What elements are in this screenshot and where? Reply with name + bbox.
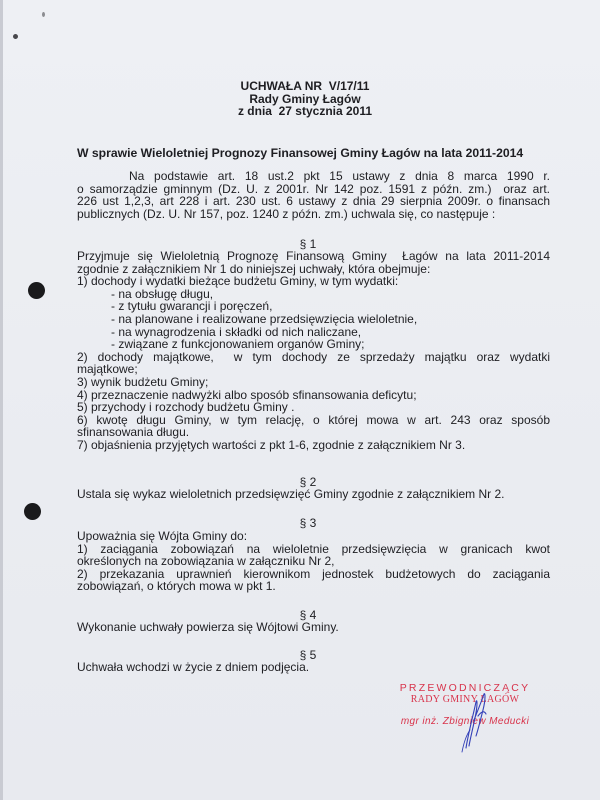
scan-edge: [0, 0, 3, 800]
sub-list-item: - związane z funkcjonowaniem organów Gminy;: [111, 337, 365, 352]
list-item: 1) zaciągania zobowiązań na wieloletnie przedsięwzięcia w granicach kwot: [77, 541, 550, 556]
signature-stroke: [466, 694, 486, 748]
list-item-continued: majątkowe;: [77, 362, 138, 377]
list-item: 7) objaśnienia przyjętych wartości z pkt 1-6, zgodnie z załącznikiem Nr 3.: [77, 437, 466, 452]
section-3-intro: Upoważnia się Wójta Gminy do:: [77, 529, 248, 543]
scan-speck: [42, 12, 45, 17]
list-item: 2) dochody majątkowe, w tym dochody ze sprzedaży majątku oraz wydatki: [77, 349, 550, 364]
handwritten-signature: [448, 690, 498, 760]
scan-speck: [12, 33, 19, 40]
stamp-organization: RADY GMINY ŁAGÓW: [410, 694, 520, 705]
stamp-title: PRZEWODNICZĄCY: [399, 682, 531, 694]
resolution-number: UCHWAŁA NR V/17/11: [240, 79, 370, 93]
section-5-mark: § 5: [299, 648, 317, 662]
resolution-header: [0, 80, 600, 118]
section-2-mark: § 2: [299, 475, 317, 489]
list-item: 6) kwotę długu Gminy, w tym relację, o której mowa w art. 243 oraz sposób: [77, 412, 550, 427]
section-1: [77, 250, 550, 452]
sub-list-item: - na wynagrodzenia i składki od nich naliczane,: [111, 324, 362, 339]
section-5-text: Uchwała wchodzi w życie z dniem podjęcia.: [77, 660, 310, 674]
section-3: [77, 530, 550, 593]
preamble-line: o samorządzie gminnym (Dz. U. z 2001r. Nr 142 poz. 1591 z późn. zm.) oraz art.: [77, 181, 550, 196]
preamble-line: Na podstawie art. 18 ust.2 pkt 15 ustawy z dnia 8 marca 1990 r.: [129, 169, 550, 183]
resolution-date: z dnia 27 stycznia 2011: [237, 104, 373, 118]
sub-list-item: - na planowane i realizowane przedsięwzięcia wieloletnie,: [111, 311, 418, 326]
list-item: 2) przekazania uprawnień kierownikom jednostek budżetowych do zaciągania: [77, 566, 550, 581]
section-2: [77, 488, 550, 501]
list-item-continued: określonych na zobowiązania w załączniku Nr 2,: [77, 554, 335, 569]
section-4-text: Wykonanie uchwały powierza się Wójtowi Gminy.: [77, 620, 339, 634]
list-item: 5) przychody i rozchody budżetu Gminy .: [77, 400, 295, 415]
list-item-continued: zobowiązań, o których mowa w pkt 1.: [77, 579, 276, 594]
list-item: 1) dochody i wydatki bieżące budżetu Gminy, w tym wydatki:: [77, 274, 399, 289]
section-4-mark: § 4: [299, 608, 317, 622]
punch-hole: [28, 282, 45, 299]
section-1-intro: zgodnie z załącznikiem Nr 1 do niniejszej uchwały, która obejmuje:: [77, 261, 431, 276]
list-item: 3) wynik budżetu Gminy;: [77, 374, 209, 389]
section-4: [77, 621, 550, 634]
list-item: 4) przeznaczenie nadwyżki albo sposób sfinansowania deficytu;: [77, 387, 417, 402]
preamble: [77, 170, 550, 220]
stamp-name: mgr inż. Zbigniew Meducki: [400, 716, 530, 727]
resolution-subject: W sprawie Wieloletniej Prognozy Finansowej Gminy Łagów na lata 2011-2014: [77, 146, 524, 160]
section-1-intro: Przyjmuje się Wieloletnią Prognozę Finansową Gminy Łagów na lata 2011-2014: [77, 249, 550, 263]
section-1-mark: § 1: [299, 237, 317, 251]
section-2-text: Ustala się wykaz wieloletnich przedsięwzięć Gminy zgodnie z załącznikiem Nr 2.: [77, 487, 505, 501]
sub-list-item: - na obsługę długu,: [111, 286, 214, 301]
council-name: Rady Gminy Łagów: [249, 91, 361, 106]
preamble-line: 226 ust 1,2,3, art 228 i art. 230 ust. 6 ustawy z dnia 29 sierpnia 2009r. o finansach: [77, 194, 550, 209]
list-item-continued: sfinansowania długu.: [77, 425, 190, 440]
sub-list-item: - z tytułu gwarancji i poręczeń,: [111, 299, 273, 314]
preamble-line: publicznych (Dz. U. Nr 157, poz. 1240 z późn. zm.) uchwala się, co następuje :: [77, 206, 496, 221]
section-5: [77, 661, 550, 674]
section-3-mark: § 3: [299, 516, 317, 530]
